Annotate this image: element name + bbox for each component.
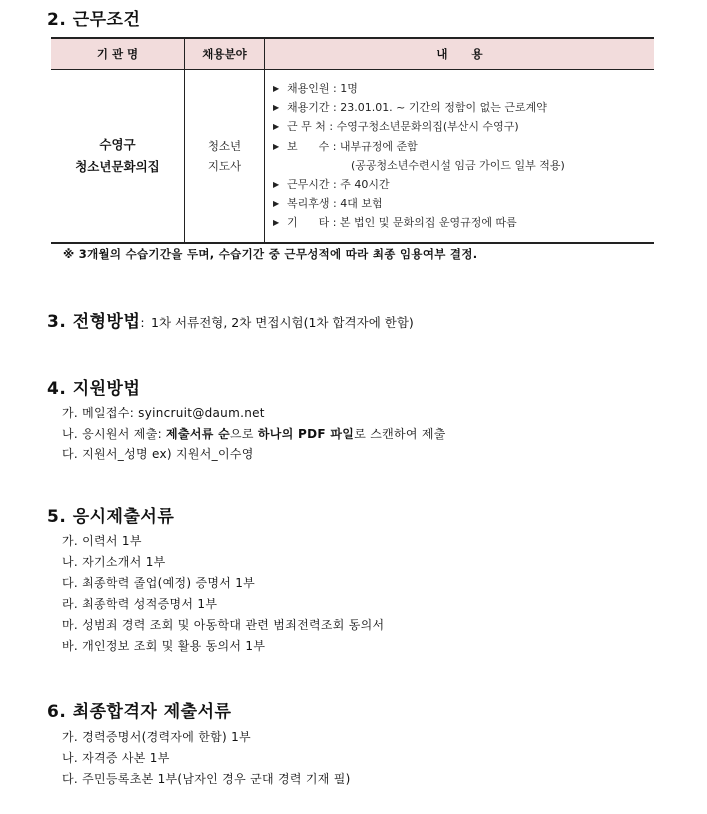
list-item: 나. 자기소개서 1부	[62, 555, 166, 569]
section-3-colon: :	[140, 315, 145, 330]
table-header-row	[51, 38, 654, 70]
apply-item-email: 가. 메일접수: syincruit@daum.net	[62, 406, 265, 420]
apply-item-submission: 나. 응시원서 제출: 제출서류 순으로 하나의 PDF 파일로 스캔하여 제출	[62, 427, 446, 441]
list-item: ▶ 채용인원 : 1명	[273, 79, 654, 98]
bold-doc-order: 제출서류 순	[166, 427, 230, 441]
list-item: 바. 개인정보 조회 및 활용 동의서 1부	[62, 639, 266, 653]
section-2-heading: 2. 근무조건	[47, 10, 141, 30]
triangle-bullet-icon: ▶	[273, 141, 280, 151]
org-name-line2: 청소년문화의집	[75, 158, 160, 174]
list-item-continuation: (공공청소년수련시설 임금 가이드 일부 적용)	[351, 158, 565, 172]
list-item: 다. 최종학력 졸업(예정) 증명서 1부	[62, 576, 256, 590]
list-item: 다. 주민등록초본 1부(남자인 경우 군대 경력 기재 필)	[62, 772, 351, 786]
list-item: 라. 최종학력 성적증명서 1부	[62, 597, 218, 611]
section-5-heading: 5. 응시제출서류	[47, 507, 175, 527]
section-3-text: 1차 서류전형, 2차 면접시험(1차 합격자에 한함)	[151, 315, 414, 330]
header-field: 채용분야	[185, 38, 265, 70]
apply-item-filename: 다. 지원서_성명 ex) 지원서_이수영	[62, 447, 254, 461]
details-list	[273, 79, 654, 233]
section-4-heading: 4. 지원방법	[47, 379, 141, 399]
header-content: 내 용	[265, 38, 655, 70]
work-conditions-table	[51, 37, 654, 244]
details-cell	[265, 70, 655, 243]
list-item: 가. 경력증명서(경력자에 한함) 1부	[62, 730, 251, 744]
list-item: ▶ 근 무 처 : 수영구청소년문화의집(부산시 수영구)	[273, 117, 654, 136]
table-row	[51, 70, 654, 243]
list-item: ▶ 근무시간 : 주 40시간	[273, 175, 654, 194]
triangle-bullet-icon: ▶	[273, 218, 280, 228]
field-line2: 지도사	[207, 158, 242, 173]
probation-note: ※ 3개월의 수습기간을 두며, 수습기간 중 근무성적에 따라 최종 임용여부 결정.	[63, 247, 478, 261]
org-name-line1: 수영구	[99, 136, 136, 152]
list-item: ▶ 기 타 : 본 법인 및 문화의집 운영규정에 따름	[273, 213, 654, 232]
triangle-bullet-icon: ▶	[273, 180, 280, 190]
list-item: 가. 이력서 1부	[62, 534, 142, 548]
triangle-bullet-icon: ▶	[273, 103, 280, 113]
triangle-bullet-icon: ▶	[273, 122, 280, 132]
section-6-heading: 6. 최종합격자 제출서류	[47, 702, 232, 722]
section-3-heading	[47, 307, 414, 332]
triangle-bullet-icon: ▶	[273, 199, 280, 209]
field-cell	[185, 70, 265, 243]
org-cell	[51, 70, 185, 243]
list-item: 마. 성범죄 경력 조회 및 아동학대 관련 범죄전력조회 동의서	[62, 618, 385, 632]
header-org: 기 관 명	[51, 38, 185, 70]
section-3-title: 3. 전형방법	[47, 312, 141, 332]
list-item: ▶ 보 수 : 내부규정에 준함	[273, 137, 654, 156]
triangle-bullet-icon: ▶	[273, 84, 280, 93]
list-item: ▶ 채용기간 : 23.01.01. ~ 기간의 정함이 없는 근로계약	[273, 98, 654, 117]
field-line1: 청소년	[207, 138, 242, 153]
list-item: 나. 자격증 사본 1부	[62, 751, 170, 765]
bold-single-pdf: 하나의 PDF 파일	[257, 427, 355, 441]
list-item: ▶ 복리후생 : 4대 보험	[273, 194, 654, 213]
